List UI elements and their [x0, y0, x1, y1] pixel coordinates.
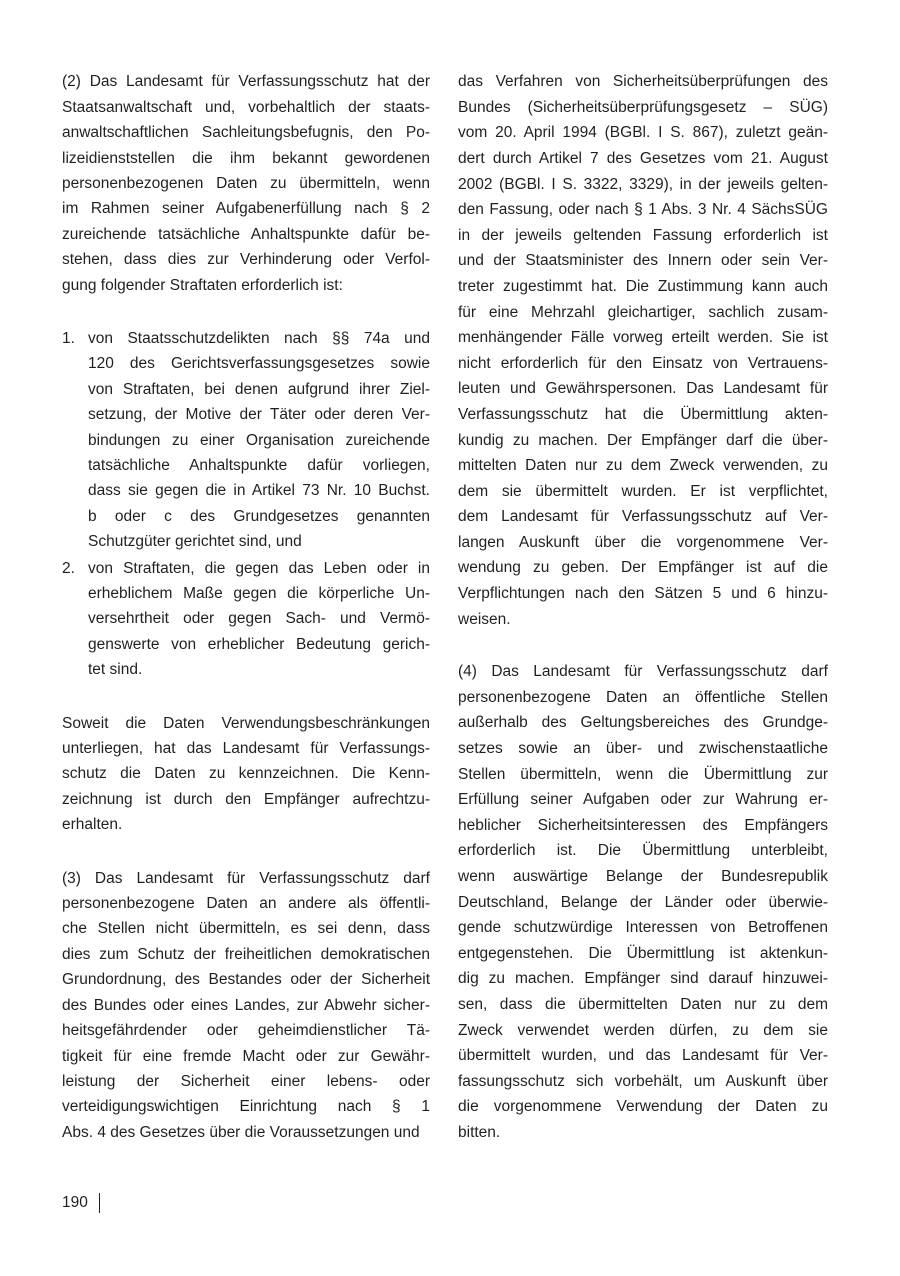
text-line: dig zu machen. Empfänger sind darauf hinzuwei-: [458, 970, 828, 988]
page-number-divider: [99, 1193, 100, 1213]
paragraph-2: [62, 69, 430, 298]
text-line: vom 20. April 1994 (BGBl. I S. 867), zuletzt geän-: [458, 124, 828, 142]
text-line: entgegenstehen. Die Übermittlung ist aktenkun-: [458, 944, 828, 962]
text-line: Deutschland, Belange der Länder oder überwie-: [458, 893, 828, 911]
text-line: zureichende tatsächliche Anhaltspunkte dafür be-: [62, 225, 430, 243]
text-line: außerhalb des Geltungsbereiches des Grundge-: [458, 714, 828, 732]
text-line: von Staatsschutzdelikten nach §§ 74a und: [88, 329, 430, 347]
paragraph-soweit: [62, 711, 430, 838]
text-line: personenbezogene Daten an andere als öffentli-: [62, 895, 430, 913]
text-line: Soweit die Daten Verwendungsbeschränkungen: [62, 714, 430, 732]
text-line: leistung der Sicherheit einer lebens- oder: [62, 1072, 430, 1090]
text-line: Abs. 4 des Gesetzes über die Voraussetzungen und: [62, 1123, 420, 1141]
text-line: (2) Das Landesamt für Verfassungsschutz hat der: [62, 73, 430, 91]
text-line: die vorgenommene Verwendung der Daten zu: [458, 1098, 828, 1116]
text-line: genswerte von erheblicher Bedeutung gerich-: [88, 635, 430, 653]
text-line: Schutzgüter gerichtet sind, und: [88, 533, 302, 551]
text-line: tatsächliche Anhaltspunkte dafür vorliegen,: [88, 456, 430, 474]
text-line: übermittelt wurden, und das Landesamt für Ver-: [458, 1047, 828, 1065]
text-line: dem Landesamt für Verfassungsschutz auf Ver-: [458, 508, 828, 526]
text-line: erforderlich ist. Die Übermittlung unterbleibt,: [458, 842, 828, 860]
text-line: 2002 (BGBl. I S. 3322, 3329), in der jeweils gelten-: [458, 175, 828, 193]
text-line: in der jeweils geltenden Fassung erforderlich ist: [458, 226, 828, 244]
text-line: Bundes (Sicherheitsüberprüfungsgesetz – SÜG): [458, 98, 828, 116]
text-line: zeichnung ist durch den Empfänger aufrechtzu-: [62, 790, 430, 808]
text-line: gende schutzwürdige Interessen von Betroffenen: [458, 919, 828, 937]
text-line: dass sie gegen die in Artikel 73 Nr. 10 Buchst.: [88, 482, 430, 500]
text-line: lizeidienststellen die ihm bekannt gewordenen: [62, 149, 430, 167]
text-line: treter zugestimmt hat. Die Zustimmung kann auch: [458, 277, 828, 295]
text-line: bindungen zu einer Organisation zureichende: [88, 431, 430, 449]
text-line: heblicher Sicherheitsinteressen des Empfängers: [458, 816, 828, 834]
text-line: tet sind.: [88, 661, 143, 679]
paragraph-3: [62, 866, 430, 1145]
text-line: Verpflichtungen nach den Sätzen 5 und 6 hinzu-: [458, 585, 828, 603]
text-line: Erfüllung seiner Aufgaben oder zur Wahrung er-: [458, 791, 828, 809]
text-line: erheblichem Maße gegen die körperliche Un-: [88, 585, 430, 603]
text-line: 120 des Gerichtsverfassungsgesetzes sowie: [88, 355, 430, 373]
text-line: von Straftaten, die gegen das Leben oder in: [88, 559, 430, 577]
text-line: fassungsschutz sich vorbehält, um Auskunft über: [458, 1072, 828, 1090]
text-line: langen Auskunft über die vorgenommene Ver-: [458, 533, 828, 551]
list-item-text: [88, 556, 430, 683]
page-footer: [62, 1191, 100, 1215]
text-line: mittelten Daten nur zu dem Zweck verwenden, zu: [458, 457, 828, 475]
text-line: den Fassung, oder nach § 1 Abs. 3 Nr. 4 SächsSÜG: [458, 201, 828, 219]
text-line: kundig zu machen. Der Empfänger darf die über-: [458, 431, 828, 449]
text-line: Zweck verwendet werden dürfen, zu dem sie: [458, 1021, 828, 1039]
text-line: von Straftaten, bei denen aufgrund ihrer Ziel-: [88, 380, 430, 398]
text-line: des Bundes oder eines Landes, zur Abwehr sicher-: [62, 996, 430, 1014]
text-line: heitsgefährdender oder geheimdienstlicher Tä-: [62, 1022, 430, 1040]
text-line: verteidigungswichtigen Einrichtung nach § 1: [62, 1098, 430, 1116]
text-line: Stellen übermitteln, wenn die Übermittlung zur: [458, 765, 828, 783]
text-line: menhängender Fälle vorweg erteilt werden. Sie ist: [458, 329, 828, 347]
list-marker: 2.: [62, 559, 75, 577]
text-line: für eine Mehrzahl gleichartiger, sachlich zusam-: [458, 303, 828, 321]
text-line: gung folgender Straftaten erforderlich ist:: [62, 276, 343, 294]
left-column: [62, 69, 430, 1173]
text-line: personenbezogene Daten an öffentliche Stellen: [458, 688, 828, 706]
text-line: wenn auswärtige Belange der Bundesrepublik: [458, 868, 828, 885]
text-line: anwaltschaftlichen Sachleitungsbefugnis, den Po-: [62, 124, 430, 142]
text-line: schutz die Daten zu kennzeichnen. Die Kenn-: [62, 765, 430, 783]
text-line: im Rahmen seiner Aufgabenerfüllung nach § 2: [62, 200, 430, 218]
page-number: 190: [62, 1194, 88, 1211]
text-line: dert durch Artikel 7 des Gesetzes vom 21. August: [458, 149, 828, 167]
text-line: das Verfahren von Sicherheitsüberprüfungen des: [458, 73, 828, 91]
text-line: stehen, dass dies zur Verhinderung oder Verfol-: [62, 251, 430, 269]
right-column: [458, 69, 828, 1172]
text-line: wendung zu geben. Der Empfänger ist auf die: [458, 559, 828, 577]
paragraph-3-continued: [458, 69, 828, 632]
text-line: Grundordnung, des Bestandes oder der Sicherheit: [62, 971, 430, 989]
text-line: dem sie übermittelt wurden. Er ist verpflichtet,: [458, 482, 828, 500]
text-line: setzung, der Motive der Täter oder deren Ver-: [88, 406, 430, 424]
text-line: Staatsanwaltschaft und, vorbehaltlich der staats-: [62, 98, 430, 116]
text-line: leuten und Gewährspersonen. Das Landesamt für: [458, 380, 828, 398]
text-line: tigkeit für eine fremde Macht oder zur Gewähr-: [62, 1047, 430, 1065]
text-line: setzes sowie an über- und zwischenstaatliche: [458, 740, 828, 758]
list-item-text: [88, 326, 430, 555]
list-item-2: [62, 556, 430, 683]
text-line: (3) Das Landesamt für Verfassungsschutz darf: [62, 869, 430, 887]
text-line: erhalten.: [62, 816, 123, 834]
text-line: Verfassungsschutz hat die Übermittlung akten-: [458, 405, 828, 423]
text-line: che Stellen nicht übermitteln, es sei denn, dass: [62, 920, 430, 938]
text-line: b oder c des Grundgesetzes genannten: [88, 507, 430, 525]
text-line: (4) Das Landesamt für Verfassungsschutz darf: [458, 663, 828, 681]
text-line: dies zum Schutz der freiheitlichen demokratischen: [62, 945, 430, 963]
list-item-1: [62, 326, 430, 555]
text-line: versehrtheit oder gegen Sach- und Vermö-: [88, 610, 430, 628]
text-line: nicht erforderlich für den Einsatz von Vertrauens-: [458, 354, 828, 372]
text-line: und der Staatsminister des Innern oder sein Ver-: [458, 252, 828, 270]
text-line: weisen.: [458, 610, 511, 628]
text-line: unterliegen, hat das Landesamt für Verfassungs-: [62, 740, 430, 758]
text-line: personenbezogenen Daten zu übermitteln, wenn: [62, 174, 430, 192]
text-line: bitten.: [458, 1123, 501, 1141]
text-line: sen, dass die übermittelten Daten nur zu dem: [458, 995, 828, 1013]
list-marker: 1.: [62, 329, 75, 347]
paragraph-4: [458, 659, 828, 1145]
